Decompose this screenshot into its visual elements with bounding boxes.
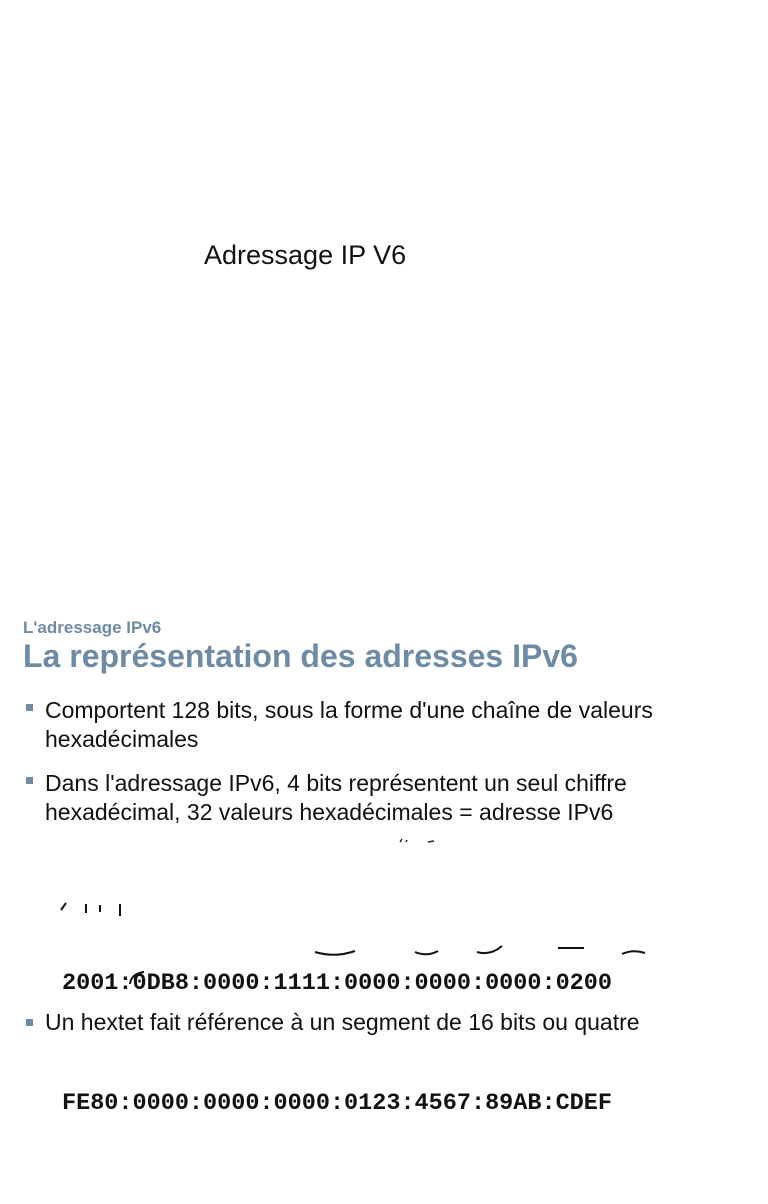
bullet-text: Comportent 128 bits, sous la forme d'une chaîne de valeurs hexadécimales bbox=[45, 697, 653, 752]
bullet-text: Dans l'adressage IPv6, 4 bits représentent un seul chiffre hexadécimal, 32 valeurs hexadécimales = adresse IPv6 bbox=[45, 770, 627, 825]
bullet-item bbox=[26, 696, 746, 754]
square-bullet-icon bbox=[26, 704, 33, 711]
square-bullet-icon bbox=[26, 777, 33, 784]
cover-title: Adressage IP V6 bbox=[204, 240, 407, 270]
section-label: L'adressage IPv6 bbox=[23, 618, 162, 637]
square-bullet-icon bbox=[26, 1019, 33, 1026]
ipv6-address: 2001:0DB8:0000:1111:0000:0000:0000:0200 bbox=[62, 970, 612, 997]
bullet-item bbox=[26, 1008, 765, 1037]
ipv6-address-block bbox=[62, 884, 612, 1204]
bullet-item bbox=[26, 769, 746, 827]
ipv6-address: FE80:0000:0000:0000:0123:4567:89AB:CDEF bbox=[62, 1090, 612, 1117]
bullet-list bbox=[26, 696, 746, 842]
handwritten-mark bbox=[398, 838, 438, 844]
slide-title: La représentation des adresses IPv6 bbox=[23, 638, 578, 674]
bullet-text: Un hextet fait référence à un segment de 16 bits ou quatre bbox=[45, 1009, 640, 1035]
